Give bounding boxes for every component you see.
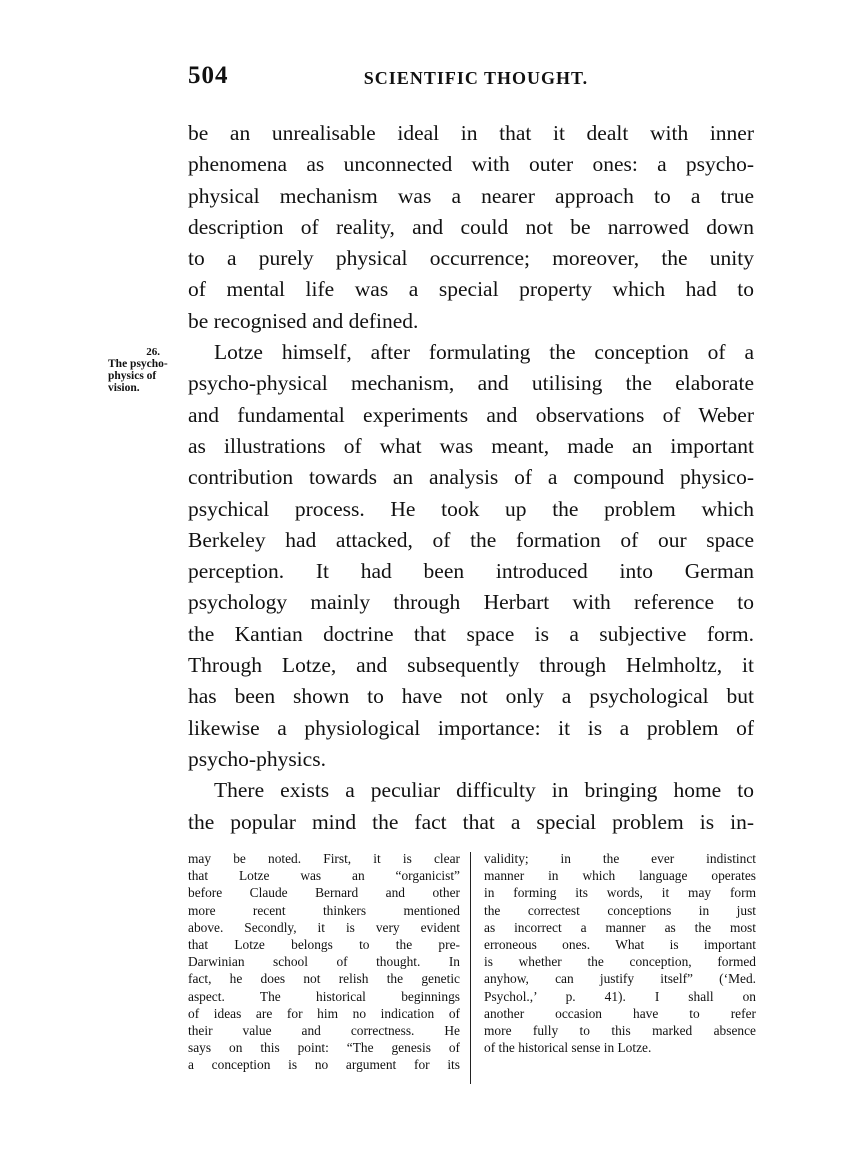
footnote-line: the correctest conceptions in just <box>484 902 756 918</box>
footnote-line: may be noted. First, it is clear <box>188 851 460 866</box>
footnote-line: validity; in the ever indistinct <box>484 851 756 866</box>
footnote-line: says on this point: “The genesis of <box>188 1040 460 1056</box>
text-line: the Kantian doctrine that space is a subjective form. <box>188 621 754 646</box>
column-divider <box>470 852 471 1084</box>
footnote-line: aspect. The historical beginnings <box>188 988 460 1004</box>
footnote-line: is whether the conception, formed <box>484 954 756 970</box>
section-number: 26. <box>146 346 160 358</box>
margin-note-line: The psycho- <box>108 358 168 370</box>
text-line: description of reality, and could not be narrowed down <box>188 214 754 239</box>
margin-note-line: physics of <box>108 370 157 382</box>
text-line: psychology mainly through Herbart with reference to <box>188 590 754 615</box>
footnote-line: as incorrect a manner as the most <box>484 919 756 935</box>
text-line: Through Lotze, and subsequently through Helmholtz, it <box>188 653 754 678</box>
text-line: and fundamental experiments and observations of Weber <box>188 402 754 427</box>
footnote-line: erroneous ones. What is important <box>484 937 756 953</box>
footnote-line: that Lotze belongs to the pre- <box>188 937 460 953</box>
footnote-line: before Claude Bernard and other <box>188 885 460 901</box>
main-text <box>188 118 754 838</box>
footnote-line: manner in which language operates <box>484 868 756 884</box>
footnote-column-left <box>188 850 460 1074</box>
footnote-line: that Lotze was an “organicist” <box>188 868 460 884</box>
footnote-line: anyhow, can justify itself” (‘Med. <box>484 971 756 987</box>
text-line: psycho-physical mechanism, and utilising the elaborate <box>188 371 754 396</box>
text-line: There exists a peculiar difficulty in bringing home to <box>214 778 754 803</box>
footnote-line: fact, he does not relish the genetic <box>188 971 460 987</box>
text-line: of mental life was a special property which had to <box>188 277 754 302</box>
text-line: perception. It had been introduced into German <box>188 559 754 584</box>
text-line: has been shown to have not only a psychological but <box>188 684 754 709</box>
footnote-line: in forming its words, it may form <box>484 885 756 901</box>
footnote-line: above. Secondly, it is very evident <box>188 919 460 935</box>
footnote-line: their value and correctness. He <box>188 1023 460 1039</box>
footnote-column-right <box>484 850 756 1056</box>
paragraph <box>188 337 754 775</box>
text-line: as illustrations of what was meant, made an important <box>188 433 754 458</box>
footnote-line: of the historical sense in Lotze. <box>484 1040 652 1056</box>
footnote-line: more fully to this marked absence <box>484 1023 756 1039</box>
footnotes <box>188 850 758 1090</box>
footnote-line: another occasion have to refer <box>484 1005 756 1021</box>
footnote-line: Darwinian school of thought. In <box>188 954 460 970</box>
text-line: Lotze himself, after formulating the conception of a <box>214 340 754 365</box>
text-line: contribution towards an analysis of a compound physico- <box>188 465 754 490</box>
paragraph <box>188 118 754 337</box>
text-line: the popular mind the fact that a special problem is in- <box>188 809 754 834</box>
footnote-line: of ideas are for him no indication of <box>188 1005 460 1021</box>
text-line: Berkeley had attacked, of the formation of our space <box>188 527 754 552</box>
text-line: physical mechanism was a nearer approach to a true <box>188 183 754 208</box>
text-line: to a purely physical occurrence; moreover, the unity <box>188 246 754 271</box>
text-line: be recognised and defined. <box>188 308 419 333</box>
footnote-line: more recent thinkers mentioned <box>188 902 460 918</box>
footnote-line: Psychol.,’ p. 41). I shall on <box>484 988 756 1004</box>
text-line: phenomena as unconnected with outer ones: a psycho- <box>188 152 754 177</box>
text-line: be an unrealisable ideal in that it dealt with inner <box>188 121 754 145</box>
page-number: 504 <box>188 62 229 89</box>
margin-note-line: vision. <box>108 382 140 394</box>
paragraph <box>188 775 754 838</box>
running-title: SCIENTIFIC THOUGHT. <box>363 68 589 88</box>
running-head <box>188 62 754 96</box>
margin-note <box>108 346 186 394</box>
text-line: psychical process. He took up the problem which <box>188 496 754 521</box>
text-line: likewise a physiological importance: it is a problem of <box>188 715 754 740</box>
footnote-line: a conception is no argument for its <box>188 1057 460 1073</box>
text-line: psycho-physics. <box>188 746 326 771</box>
